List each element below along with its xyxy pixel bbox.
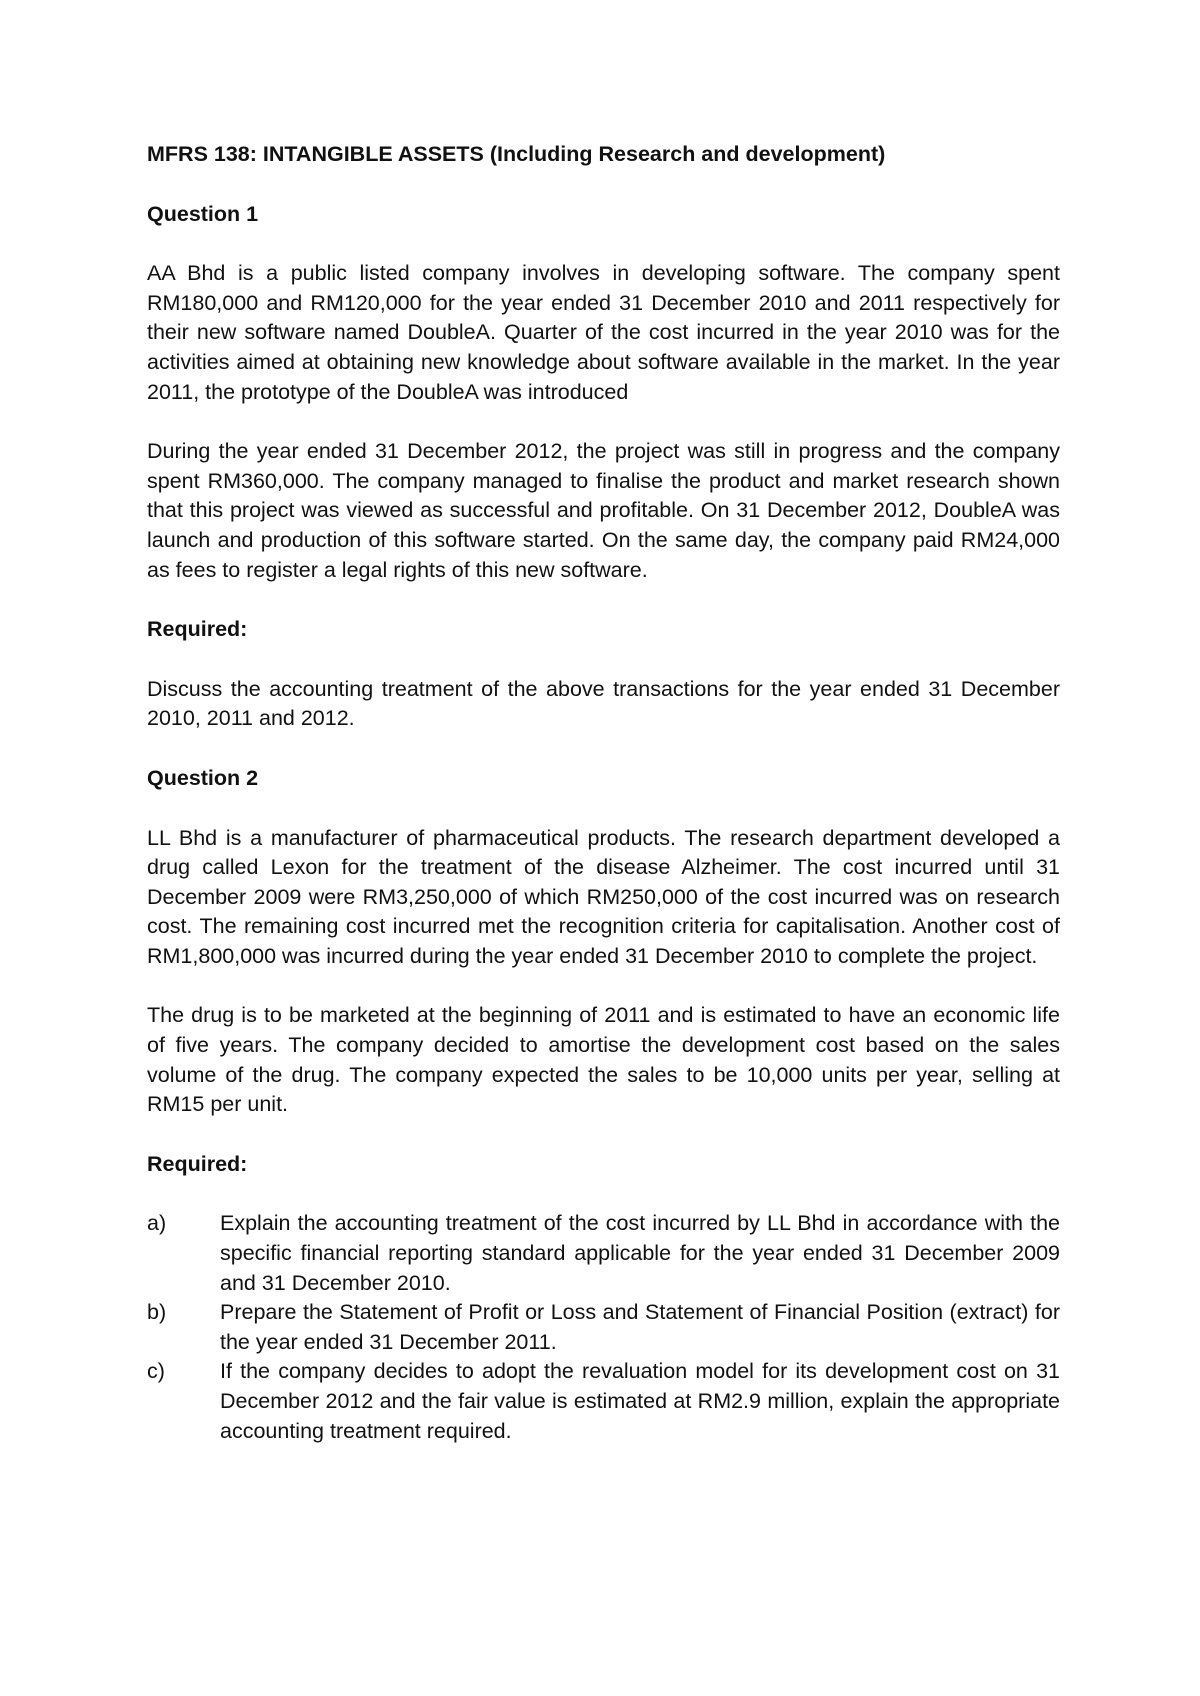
list-item-marker: a) xyxy=(147,1211,167,1236)
document-title: MFRS 138: INTANGIBLE ASSETS (Including Research and development) xyxy=(147,142,886,166)
list-item-text: If the company decides to adopt the revaluation model for its development cost on 31 December 2012 and the fair value is estimated at RM2.9 million, explain the appropriate accounting treatment required. xyxy=(220,1359,1060,1443)
question-2-paragraph-2: The drug is to be marketed at the beginning of 2011 and is estimated to have an economic life of five years. The company decided to amortise the development cost based on the sales volume of the drug. The company expected the sales to be 10,000 units per year, selling at RM15 per unit. xyxy=(147,1003,1060,1117)
list-item-text: Prepare the Statement of Profit or Loss and Statement of Financial Position (extract) for the year ended 31 December 2011. xyxy=(220,1300,1060,1354)
list-item-marker: c) xyxy=(147,1359,165,1384)
list-item xyxy=(147,1209,1060,1298)
question-1-required-label: Required: xyxy=(147,617,248,642)
question-1-title: Question 1 xyxy=(147,201,259,226)
question-2-title: Question 2 xyxy=(147,765,259,790)
question-1-required-text: Discuss the accounting treatment of the above transactions for the year ended 31 December 2010, 2011 and 2012. xyxy=(147,676,1060,731)
list-item-text: Explain the accounting treatment of the cost incurred by LL Bhd in accordance with the specific financial reporting standard applicable for the year ended 31 December 2009 and 31 December 2010. xyxy=(220,1211,1060,1295)
question-1-paragraph-2: During the year ended 31 December 2012, the project was still in progress and the company spent RM360,000. The company managed to finalise the product and market research shown that this project was viewed as successful and profitable. On 31 December 2012, DoubleA was launch and production of this software started. On the same day, the company paid RM24,000 as fees to register a legal rights of this new software. xyxy=(147,439,1060,582)
list-item xyxy=(147,1298,1060,1357)
list-item xyxy=(147,1357,1060,1446)
document-page xyxy=(147,140,1060,1446)
question-2-required-list xyxy=(147,1209,1060,1446)
question-2-paragraph-1: LL Bhd is a manufacturer of pharmaceutical products. The research department developed a drug called Lexon for the treatment of the disease Alzheimer. The cost incurred until 31 December 2009 were RM3,250,000 of which RM250,000 of the cost incurred was on research cost. The remaining cost incurred met the recognition criteria for capitalisation. Another cost of RM1,800,000 was incurred during the year ended 31 December 2010 to complete the project. xyxy=(147,825,1060,968)
question-2-required-label: Required: xyxy=(147,1151,248,1176)
list-item-marker: b) xyxy=(147,1300,167,1325)
question-1-paragraph-1: AA Bhd is a public listed company involves in developing software. The company spent RM180,000 and RM120,000 for the year ended 31 December 2010 and 2011 respectively for their new software named DoubleA. Quarter of the cost incurred in the year 2010 was for the activities aimed at obtaining new knowledge about software available in the market. In the year 2011, the prototype of the DoubleA was introduced xyxy=(147,261,1060,404)
